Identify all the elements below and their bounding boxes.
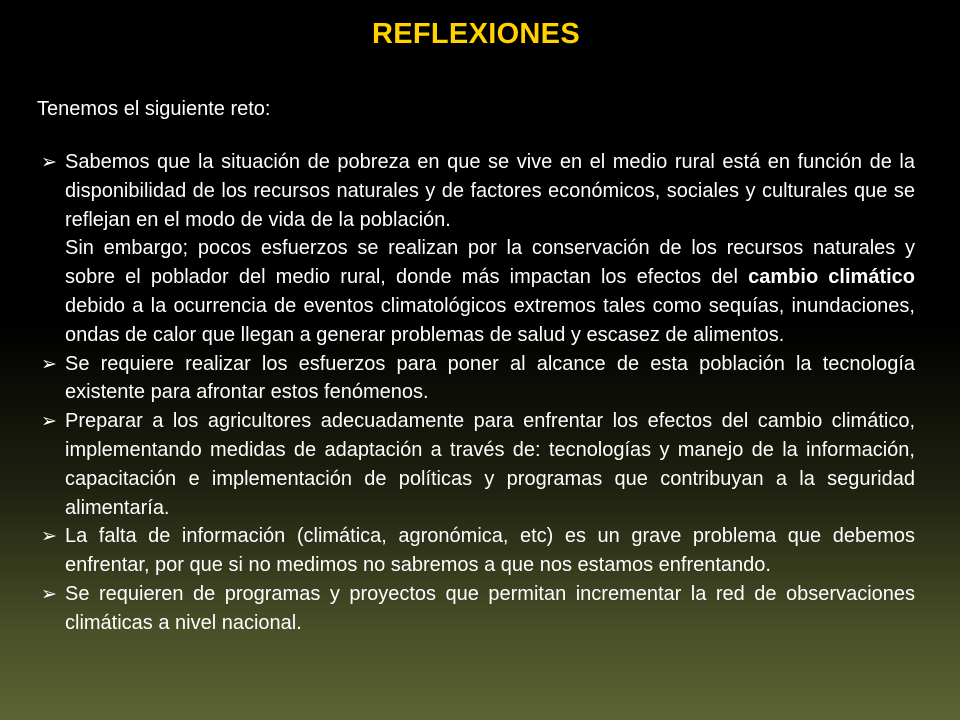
paragraph-text-before: Sin embargo; pocos esfuerzos se realizan por la conservación de los recursos naturales y sobre el poblador del medio rural, donde más impactan los efectos del <box>65 237 915 289</box>
bullet-item-4 <box>37 522 915 580</box>
intro-text: Tenemos el siguiente reto: <box>37 98 271 120</box>
bullet-text-1: Sabemos que la situación de pobreza en que se vive en el medio rural está en función de la disponibilidad de los recursos naturales y de factores económicos, sociales y culturales que se reflejan en el modo de vida de la población. <box>65 151 915 231</box>
paragraph-text-after: debido a la ocurrencia de eventos climatológicos extremos tales como sequías, inundaciones, ondas de calor que llegan a generar problemas de salud y escasez de alimentos. <box>65 294 915 346</box>
bullet-item-3 <box>37 407 915 522</box>
arrow-bullet-icon: ➢ <box>41 152 57 173</box>
paragraph-sin-embargo <box>37 234 915 349</box>
bullet-text-2: Se requiere realizar los esfuerzos para poner al alcance de esta población la tecnología existente para afrontar estos fenómenos. <box>65 352 915 404</box>
bullet-text-3: Preparar a los agricultores adecuadamente para enfrentar los efectos del cambio climático, implementando medidas de adaptación a través de: tecnologías y manejo de la información, capacitación e implementación de políticas y programas que contribuyan a la seguridad alimentaría. <box>65 410 915 519</box>
arrow-bullet-icon: ➢ <box>41 411 57 433</box>
arrow-bullet-icon: ➢ <box>41 353 57 375</box>
arrow-bullet-icon: ➢ <box>41 583 57 605</box>
bullet-item-5 <box>37 580 915 638</box>
slide-title: REFLEXIONES <box>372 18 580 50</box>
bullet-text-4: La falta de información (climática, agronómica, etc) es un grave problema que debemos enfrentar, por que si no medimos no sabremos a que nos estamos enfrentando. <box>65 525 915 577</box>
arrow-bullet-icon: ➢ <box>41 526 57 548</box>
paragraph-bold-term: cambio climático <box>748 266 915 289</box>
bullet-text-5: Se requieren de programas y proyectos que permitan incrementar la red de observaciones climáticas a nivel nacional. <box>65 582 915 634</box>
bullet-item-1 <box>37 148 915 234</box>
bullet-item-2 <box>37 350 915 408</box>
slide-body <box>37 148 915 638</box>
